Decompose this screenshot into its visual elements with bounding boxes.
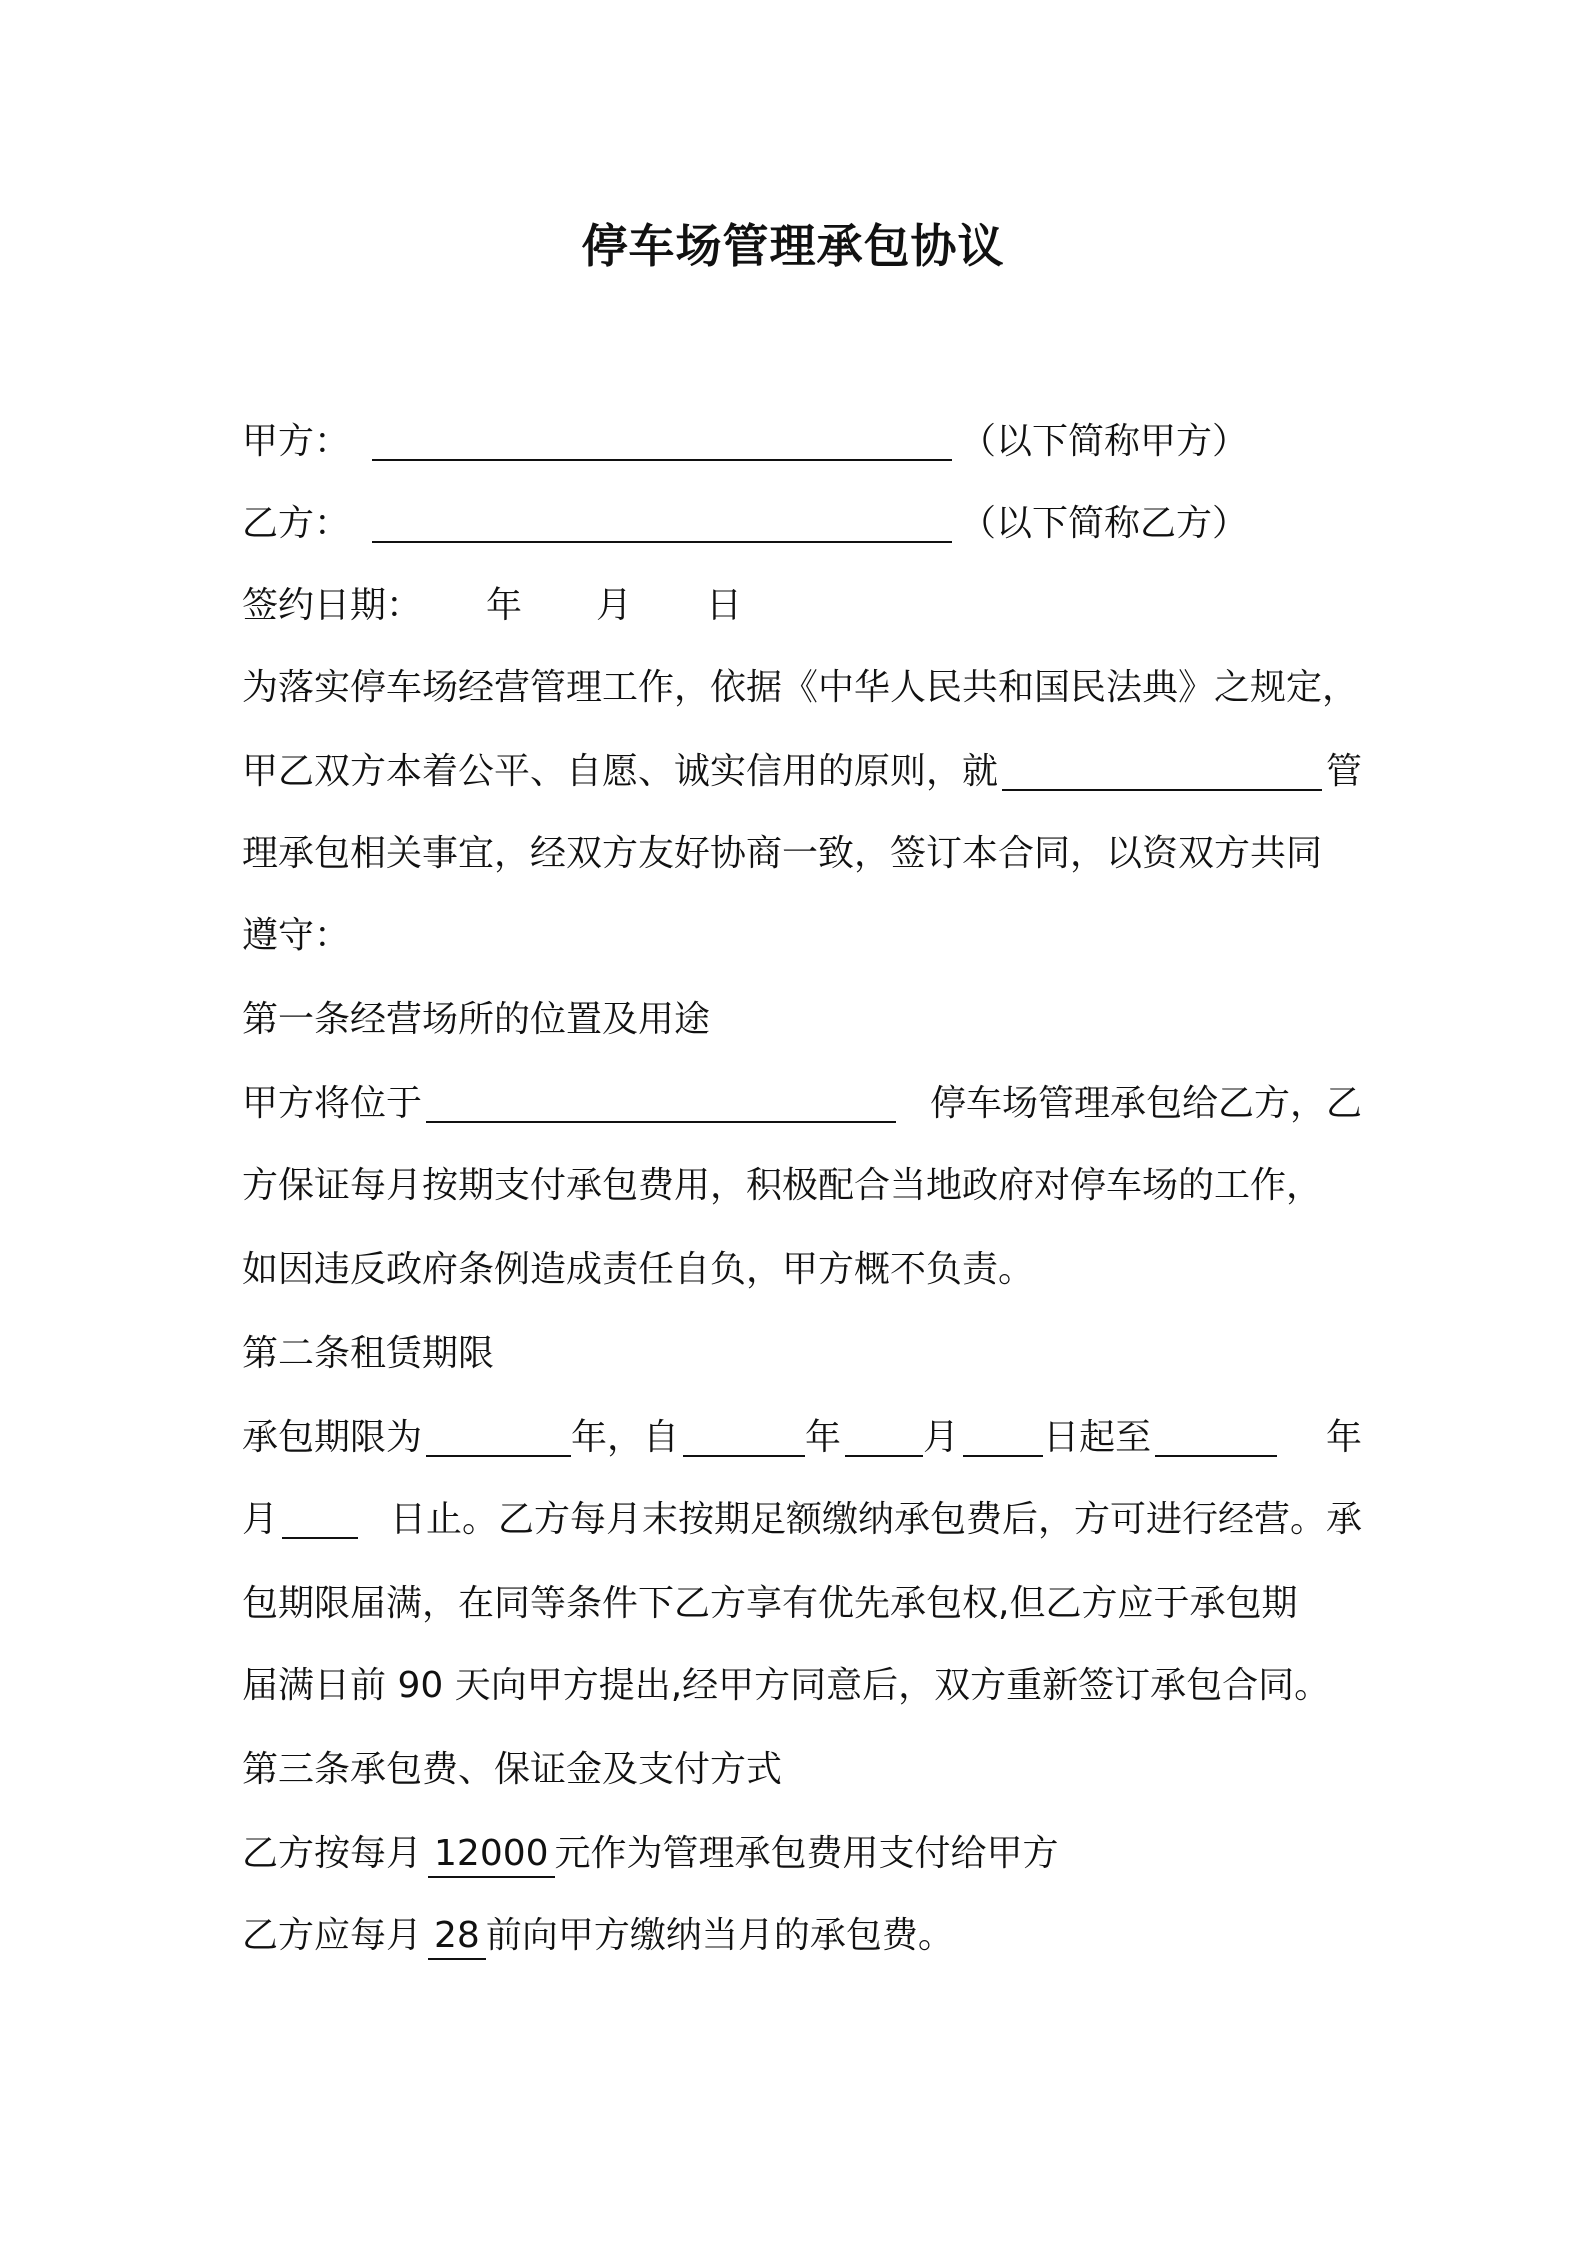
end-year-unit: 年 [1325,1417,1362,1458]
sign-date-day: 日 [706,585,743,626]
party-a-blank[interactable] [372,419,952,461]
sign-date-label: 签约日期： [242,585,423,626]
start-day-to-label: 日起至 [1043,1417,1152,1458]
preamble-line-3: 理承包相关事宜，经双方友好协商一致，签订本合同，以资双方共同 [242,833,1323,874]
party-a-label: 甲方： [242,421,351,462]
start-month-unit: 月 [923,1417,960,1458]
article-3-heading: 第三条承包费、保证金及支付方式 [242,1749,783,1790]
start-year-unit: 年 [805,1417,842,1458]
end-month-unit: 月 [242,1499,279,1540]
start-month-blank[interactable] [845,1415,923,1457]
monthly-fee-text: 元作为管理承包费用支付给甲方 [554,1833,1059,1874]
article-1-line-2: 方保证每月按期支付承包费用，积极配合当地政府对停车场的工作， [242,1165,1323,1206]
term-years-blank[interactable] [426,1415,571,1457]
monthly-fee-amount[interactable]: 12000 [428,1832,555,1878]
article-3-line-1 [242,1830,1362,1878]
party-b-label: 乙方： [242,503,351,544]
preamble-line-1: 为落实停车场经营管理工作，依据《中华人民共和国民法典》之规定， [242,667,1359,708]
location-blank[interactable] [426,1081,896,1123]
party-b-blank[interactable] [372,501,952,543]
project-name-blank[interactable] [1002,749,1322,791]
sign-date-line [242,582,1362,630]
document-title: 停车场管理承包协议 [581,219,1005,273]
payment-day-text: 前向甲方缴纳当月的承包费。 [485,1915,954,1956]
preamble-line-2 [242,748,1362,796]
preamble-line-2-end: 管 [1325,751,1362,792]
party-b-note: （以下简称乙方） [960,503,1249,544]
article-3-line-2 [242,1912,1362,1960]
sign-date-year: 年 [486,585,523,626]
article-1-line-3: 如因违反政府条例造成责任自负，甲方概不负责。 [242,1249,1035,1290]
payment-day-value[interactable]: 28 [428,1914,486,1960]
monthly-fee-label: 乙方按每月 [242,1833,423,1874]
article-2-heading: 第二条租赁期限 [242,1333,495,1374]
article-1-heading: 第一条经营场所的位置及用途 [242,999,711,1040]
party-a-line [242,418,1362,466]
preamble-line-4: 遵守： [242,915,351,956]
article-1-location-label: 甲方将位于 [242,1083,423,1124]
end-year-blank[interactable] [1155,1415,1277,1457]
article-2-line-1 [242,1414,1362,1462]
article-1-line-1 [242,1080,1362,1128]
sign-date-month: 月 [596,585,633,626]
term-label: 承包期限为 [242,1417,423,1458]
start-year-blank[interactable] [683,1415,805,1457]
article-2-line-4: 届满日前 90 天向甲方提出,经甲方同意后，双方重新签订承包合同。 [242,1665,1331,1706]
article-2-line-3: 包期限届满，在同等条件下乙方享有优先承包权,但乙方应于承包期 [242,1583,1298,1624]
party-a-note: （以下简称甲方） [960,421,1249,462]
payment-day-label: 乙方应每月 [242,1915,423,1956]
term-from-label: 年，自 [571,1417,680,1458]
party-b-line [242,500,1362,548]
preamble-line-2-text: 甲乙双方本着公平、自愿、诚实信用的原则，就 [242,751,999,792]
start-day-blank[interactable] [963,1415,1043,1457]
article-1-line-1-end: 停车场管理承包给乙方，乙 [929,1083,1362,1124]
article-2-line-2 [242,1496,1362,1544]
article-2-line-2-text: 日止。乙方每月末按期足额缴纳承包费后，方可进行经营。承 [389,1499,1362,1540]
end-day-blank[interactable] [282,1497,358,1539]
